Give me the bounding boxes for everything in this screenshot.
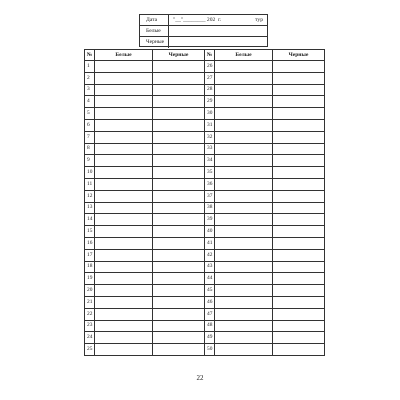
white-move-cell[interactable] bbox=[95, 61, 153, 73]
move-number: 33 bbox=[205, 143, 215, 155]
black-move-cell[interactable] bbox=[153, 332, 205, 344]
table-row bbox=[85, 285, 325, 297]
white-move-cell[interactable] bbox=[215, 178, 273, 190]
table-row bbox=[85, 178, 325, 190]
black-move-cell[interactable] bbox=[153, 226, 205, 238]
white-move-cell[interactable] bbox=[215, 190, 273, 202]
table-row bbox=[85, 143, 325, 155]
black-move-cell[interactable] bbox=[153, 320, 205, 332]
move-number: 17 bbox=[85, 249, 95, 261]
table-row bbox=[85, 296, 325, 308]
move-number: 22 bbox=[85, 308, 95, 320]
white-move-cell[interactable] bbox=[215, 344, 273, 356]
white-move-cell[interactable] bbox=[95, 332, 153, 344]
move-number: 7 bbox=[85, 131, 95, 143]
column-header: Черные bbox=[273, 50, 325, 61]
black-move-cell[interactable] bbox=[153, 119, 205, 131]
white-move-cell[interactable] bbox=[95, 214, 153, 226]
white-move-cell[interactable] bbox=[215, 273, 273, 285]
white-move-cell[interactable] bbox=[95, 296, 153, 308]
white-move-cell[interactable] bbox=[95, 143, 153, 155]
black-move-cell[interactable] bbox=[273, 155, 325, 167]
move-number: 24 bbox=[85, 332, 95, 344]
move-number: 35 bbox=[205, 167, 215, 179]
move-number: 30 bbox=[205, 108, 215, 120]
black-move-cell[interactable] bbox=[153, 167, 205, 179]
black-move-cell[interactable] bbox=[273, 296, 325, 308]
move-number: 50 bbox=[205, 344, 215, 356]
white-move-cell[interactable] bbox=[215, 108, 273, 120]
black-move-cell[interactable] bbox=[273, 332, 325, 344]
move-number: 20 bbox=[85, 285, 95, 297]
move-number: 49 bbox=[205, 332, 215, 344]
move-number: 38 bbox=[205, 202, 215, 214]
black-move-cell[interactable] bbox=[273, 143, 325, 155]
move-number: 2 bbox=[85, 72, 95, 84]
black-move-cell[interactable] bbox=[153, 108, 205, 120]
black-move-cell[interactable] bbox=[273, 249, 325, 261]
column-header: Черные bbox=[153, 50, 205, 61]
black-move-cell[interactable] bbox=[273, 96, 325, 108]
game-info-box bbox=[139, 14, 268, 47]
column-header: № bbox=[205, 50, 215, 61]
table-row bbox=[85, 72, 325, 84]
column-header: № bbox=[85, 50, 95, 61]
white-move-cell[interactable] bbox=[95, 178, 153, 190]
black-player-row bbox=[140, 37, 267, 48]
black-move-cell[interactable] bbox=[273, 190, 325, 202]
white-move-cell[interactable] bbox=[95, 226, 153, 238]
black-move-cell[interactable] bbox=[273, 214, 325, 226]
black-move-cell[interactable] bbox=[273, 285, 325, 297]
move-number: 3 bbox=[85, 84, 95, 96]
table-row bbox=[85, 155, 325, 167]
black-move-cell[interactable] bbox=[153, 84, 205, 96]
move-number: 8 bbox=[85, 143, 95, 155]
white-player-label: Белые bbox=[146, 28, 161, 34]
black-move-cell[interactable] bbox=[153, 61, 205, 73]
moves-table bbox=[84, 49, 325, 356]
move-number: 26 bbox=[205, 61, 215, 73]
black-move-cell[interactable] bbox=[273, 344, 325, 356]
table-row bbox=[85, 344, 325, 356]
black-move-cell[interactable] bbox=[273, 237, 325, 249]
table-row bbox=[85, 237, 325, 249]
white-move-cell[interactable] bbox=[95, 344, 153, 356]
table-row bbox=[85, 273, 325, 285]
black-move-cell[interactable] bbox=[153, 285, 205, 297]
move-number: 29 bbox=[205, 96, 215, 108]
move-number: 13 bbox=[85, 202, 95, 214]
black-move-cell[interactable] bbox=[153, 96, 205, 108]
move-number: 39 bbox=[205, 214, 215, 226]
move-number: 10 bbox=[85, 167, 95, 179]
white-move-cell[interactable] bbox=[215, 308, 273, 320]
move-number: 27 bbox=[205, 72, 215, 84]
move-number: 46 bbox=[205, 296, 215, 308]
white-move-cell[interactable] bbox=[215, 261, 273, 273]
move-number: 34 bbox=[205, 155, 215, 167]
black-move-cell[interactable] bbox=[153, 273, 205, 285]
black-move-cell[interactable] bbox=[153, 178, 205, 190]
white-move-cell[interactable] bbox=[215, 72, 273, 84]
move-number: 31 bbox=[205, 119, 215, 131]
black-player-label: Черные bbox=[146, 39, 165, 45]
move-number: 5 bbox=[85, 108, 95, 120]
white-move-cell[interactable] bbox=[215, 296, 273, 308]
move-number: 16 bbox=[85, 237, 95, 249]
white-move-cell[interactable] bbox=[215, 119, 273, 131]
white-move-cell[interactable] bbox=[215, 96, 273, 108]
white-move-cell[interactable] bbox=[95, 167, 153, 179]
column-header: Белые bbox=[215, 50, 273, 61]
date-field: "__"________ 202 г. bbox=[173, 17, 222, 23]
move-number: 6 bbox=[85, 119, 95, 131]
move-number: 4 bbox=[85, 96, 95, 108]
move-number: 40 bbox=[205, 226, 215, 238]
black-move-cell[interactable] bbox=[273, 273, 325, 285]
white-move-cell[interactable] bbox=[95, 261, 153, 273]
white-move-cell[interactable] bbox=[95, 190, 153, 202]
black-move-cell[interactable] bbox=[153, 261, 205, 273]
white-move-cell[interactable] bbox=[215, 226, 273, 238]
move-number: 36 bbox=[205, 178, 215, 190]
move-number: 12 bbox=[85, 190, 95, 202]
black-move-cell[interactable] bbox=[273, 131, 325, 143]
white-move-cell[interactable] bbox=[95, 249, 153, 261]
white-move-cell[interactable] bbox=[215, 167, 273, 179]
black-move-cell[interactable] bbox=[273, 167, 325, 179]
move-number: 23 bbox=[85, 320, 95, 332]
table-row bbox=[85, 119, 325, 131]
black-move-cell[interactable] bbox=[153, 143, 205, 155]
date-row bbox=[140, 15, 267, 26]
white-move-cell[interactable] bbox=[215, 214, 273, 226]
move-number: 47 bbox=[205, 308, 215, 320]
table-row bbox=[85, 202, 325, 214]
black-move-cell[interactable] bbox=[273, 202, 325, 214]
white-move-cell[interactable] bbox=[95, 308, 153, 320]
black-move-cell[interactable] bbox=[153, 237, 205, 249]
white-move-cell[interactable] bbox=[215, 285, 273, 297]
table-header-row bbox=[85, 50, 325, 61]
table-row bbox=[85, 61, 325, 73]
table-row bbox=[85, 249, 325, 261]
black-move-cell[interactable] bbox=[153, 72, 205, 84]
table-row bbox=[85, 108, 325, 120]
black-move-cell[interactable] bbox=[153, 190, 205, 202]
table-row bbox=[85, 261, 325, 273]
table-row bbox=[85, 167, 325, 179]
white-move-cell[interactable] bbox=[95, 96, 153, 108]
white-move-cell[interactable] bbox=[95, 273, 153, 285]
black-move-cell[interactable] bbox=[153, 296, 205, 308]
move-number: 11 bbox=[85, 178, 95, 190]
move-number: 28 bbox=[205, 84, 215, 96]
white-move-cell[interactable] bbox=[95, 285, 153, 297]
move-number: 44 bbox=[205, 273, 215, 285]
move-number: 32 bbox=[205, 131, 215, 143]
white-move-cell[interactable] bbox=[95, 131, 153, 143]
move-number: 25 bbox=[85, 344, 95, 356]
move-number: 14 bbox=[85, 214, 95, 226]
move-number: 21 bbox=[85, 296, 95, 308]
table-row bbox=[85, 214, 325, 226]
white-move-cell[interactable] bbox=[95, 72, 153, 84]
white-move-cell[interactable] bbox=[215, 143, 273, 155]
black-move-cell[interactable] bbox=[273, 72, 325, 84]
table-row bbox=[85, 226, 325, 238]
white-move-cell[interactable] bbox=[215, 320, 273, 332]
black-move-cell[interactable] bbox=[153, 308, 205, 320]
black-move-cell[interactable] bbox=[273, 261, 325, 273]
table-row bbox=[85, 308, 325, 320]
black-move-cell[interactable] bbox=[273, 320, 325, 332]
black-move-cell[interactable] bbox=[273, 308, 325, 320]
table-row bbox=[85, 190, 325, 202]
table-row bbox=[85, 320, 325, 332]
black-move-cell[interactable] bbox=[153, 249, 205, 261]
white-move-cell[interactable] bbox=[215, 332, 273, 344]
column-header: Белые bbox=[95, 50, 153, 61]
move-number: 15 bbox=[85, 226, 95, 238]
black-move-cell[interactable] bbox=[273, 226, 325, 238]
move-number: 1 bbox=[85, 61, 95, 73]
black-move-cell[interactable] bbox=[153, 344, 205, 356]
move-number: 45 bbox=[205, 285, 215, 297]
black-move-cell[interactable] bbox=[273, 178, 325, 190]
move-number: 37 bbox=[205, 190, 215, 202]
table-row bbox=[85, 131, 325, 143]
black-move-cell[interactable] bbox=[273, 119, 325, 131]
date-label: Дата bbox=[146, 17, 158, 23]
page-number: 22 bbox=[196, 374, 204, 382]
black-move-cell[interactable] bbox=[273, 84, 325, 96]
table-row bbox=[85, 96, 325, 108]
black-move-cell[interactable] bbox=[273, 108, 325, 120]
black-move-cell[interactable] bbox=[153, 202, 205, 214]
round-label: тур bbox=[255, 17, 263, 23]
table-row bbox=[85, 84, 325, 96]
white-move-cell[interactable] bbox=[95, 320, 153, 332]
white-move-cell[interactable] bbox=[215, 202, 273, 214]
white-move-cell[interactable] bbox=[215, 61, 273, 73]
black-move-cell[interactable] bbox=[153, 214, 205, 226]
black-move-cell[interactable] bbox=[153, 131, 205, 143]
white-move-cell[interactable] bbox=[215, 237, 273, 249]
table-row bbox=[85, 332, 325, 344]
white-move-cell[interactable] bbox=[95, 119, 153, 131]
black-move-cell[interactable] bbox=[273, 61, 325, 73]
move-number: 19 bbox=[85, 273, 95, 285]
black-move-cell[interactable] bbox=[153, 155, 205, 167]
white-move-cell[interactable] bbox=[215, 249, 273, 261]
move-number: 48 bbox=[205, 320, 215, 332]
white-move-cell[interactable] bbox=[215, 131, 273, 143]
move-number: 9 bbox=[85, 155, 95, 167]
white-move-cell[interactable] bbox=[95, 237, 153, 249]
white-move-cell[interactable] bbox=[95, 155, 153, 167]
white-move-cell[interactable] bbox=[215, 155, 273, 167]
white-move-cell[interactable] bbox=[95, 108, 153, 120]
move-number: 18 bbox=[85, 261, 95, 273]
move-number: 43 bbox=[205, 261, 215, 273]
white-player-row bbox=[140, 26, 267, 37]
white-move-cell[interactable] bbox=[215, 84, 273, 96]
white-move-cell[interactable] bbox=[95, 84, 153, 96]
move-number: 41 bbox=[205, 237, 215, 249]
move-number: 42 bbox=[205, 249, 215, 261]
white-move-cell[interactable] bbox=[95, 202, 153, 214]
